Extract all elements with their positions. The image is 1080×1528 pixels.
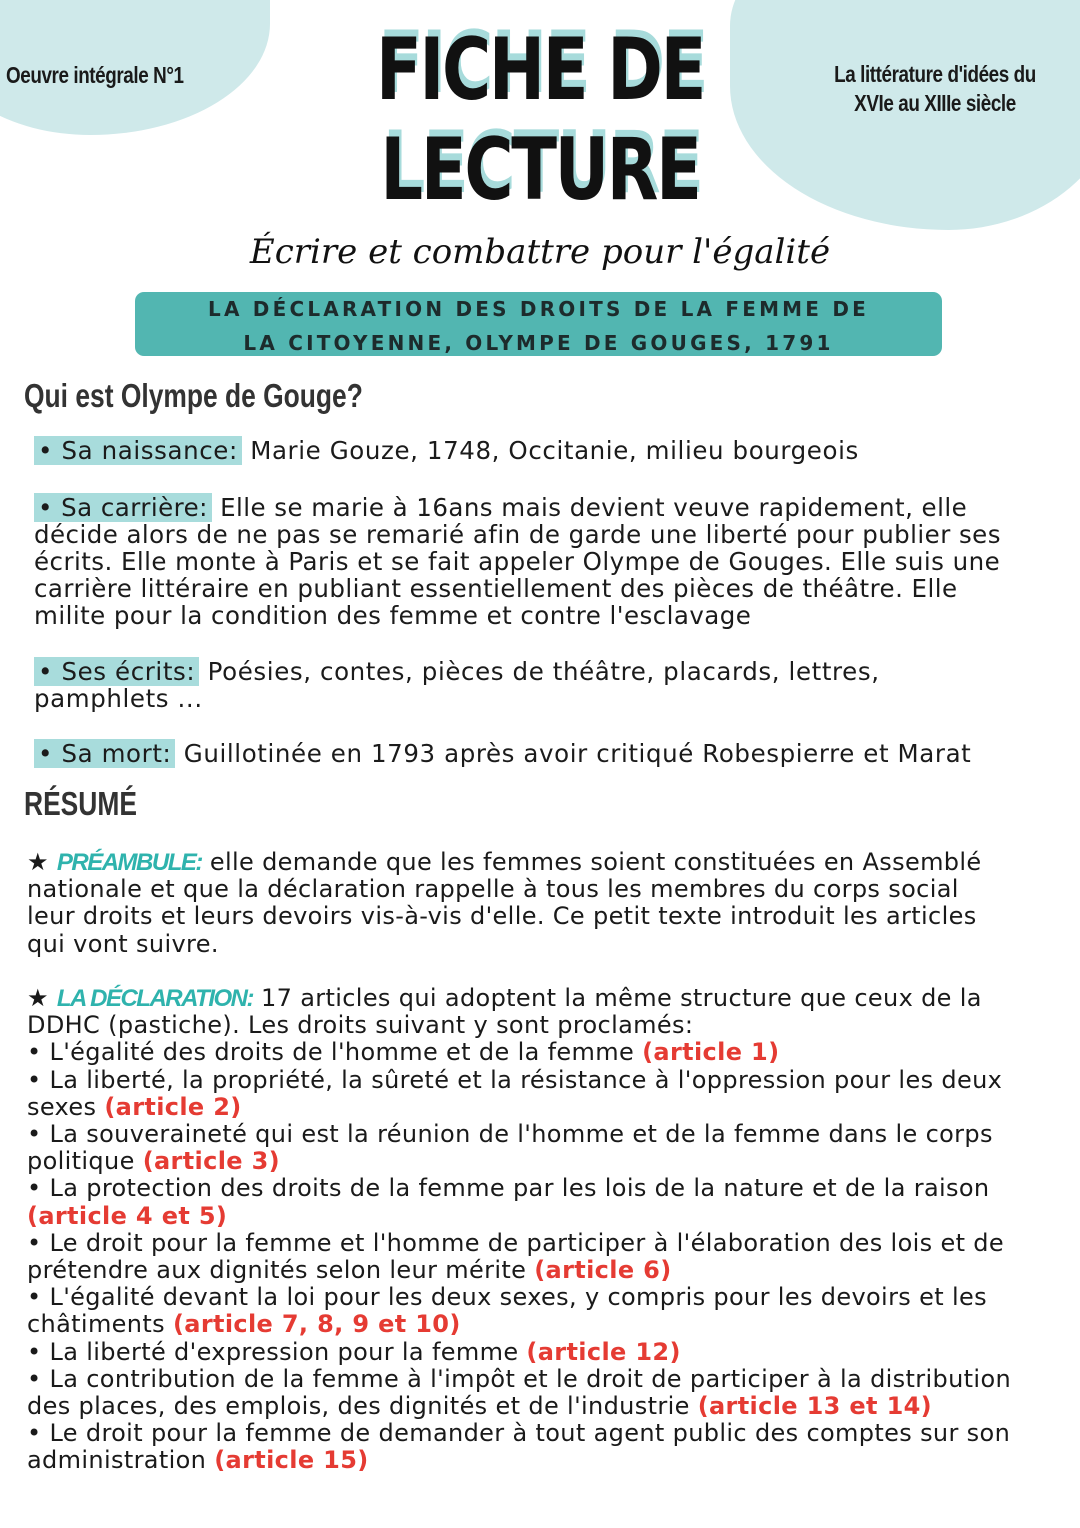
article-ref: (article 15): [214, 1446, 369, 1475]
bio-mort: [34, 740, 1054, 767]
article-text: • La souveraineté qui est la réunion de l'homme et de la femme dans le corps politique: [27, 1120, 993, 1176]
banner-line-2: LA CITOYENNE, OLYMPE DE GOUGES, 1791: [243, 331, 834, 355]
bio-heading: Qui est Olympe de Gouge?: [24, 377, 363, 414]
list-item: [27, 1339, 1047, 1366]
article-text: • L'égalité des droits de l'homme et de la femme: [27, 1038, 635, 1067]
title-line-1: FICHE DE: [375, 20, 705, 120]
oeuvre-label: Oeuvre intégrale N°1: [6, 62, 184, 88]
article-text: • La protection des droits de la femme par les lois de la nature et de la raison: [27, 1174, 990, 1203]
article-text: • La liberté d'expression pour la femme: [27, 1337, 519, 1366]
banner-line-1: LA DÉCLARATION DES DROITS DE LA FEMME DE: [208, 297, 869, 321]
mort-label: • Sa mort:: [34, 739, 175, 768]
preambule-label: PRÉAMBULE:: [56, 849, 202, 876]
article-ref: (article 12): [526, 1337, 681, 1366]
star-icon: ★: [27, 984, 49, 1012]
list-item: [27, 1175, 1047, 1229]
resume-heading: RÉSUMÉ: [24, 785, 137, 822]
article-ref: (article 7, 8, 9 et 10): [172, 1310, 461, 1339]
list-item: [27, 1067, 1047, 1121]
bio-carriere: [34, 494, 1024, 629]
article-text: • L'égalité devant la loi pour les deux sexes, y compris pour les devoirs et les châtiments: [27, 1283, 987, 1339]
ecrits-label: • Ses écrits:: [34, 657, 199, 686]
article-text: • La contribution de la femme à l'impôt et le droit de participer à la distribution des places, des emplois, des dignités et de l'industrie: [27, 1364, 1012, 1421]
declaration-intro: [27, 985, 1047, 1039]
ecrits-text: Poésies, contes, pièces de théâtre, placards, lettres, pamphlets ...: [34, 657, 880, 713]
article-ref: (article 2): [104, 1092, 242, 1121]
mort-text: Guillotinée en 1793 après avoir critiqué Robespierre et Marat: [183, 739, 972, 768]
list-item: [27, 1121, 1047, 1175]
list-item: [27, 1284, 1047, 1338]
article-ref: (article 1): [642, 1038, 780, 1067]
article-ref: (article 6): [534, 1256, 672, 1285]
preambule-text: elle demande que les femmes soient constituées en Assemblé nationale et que la déclaration rappelle à tous les membres du corps social leur droits et leurs devoirs vis-à-vis d'elle. Ce petit texte introduit les articles qui vont suivre.: [27, 848, 982, 958]
article-ref: (article 4 et 5): [27, 1201, 228, 1230]
article-ref: (article 3): [142, 1147, 280, 1176]
carriere-text: Elle se marie à 16ans mais devient veuve rapidement, elle décide alors de ne pas se remarié afin de garde une liberté pour publier ses écrits. Elle monte à Paris et se fait appeler Olympe de Gouges. Elle suis une carrière littéraire en publiant essentiellement des pièces de théâtre. Elle milite pour la condition des femme et contre l'esclavage: [34, 493, 1001, 630]
preambule-section: [27, 849, 1007, 958]
bio-ecrits: [34, 658, 934, 712]
declaration-label: LA DÉCLARATION:: [56, 985, 253, 1012]
theme-line-1: La littérature d'idées du: [834, 61, 1036, 87]
list-item: [27, 1420, 1047, 1474]
theme-label: [800, 60, 1071, 118]
star-icon: ★: [27, 848, 49, 876]
article-text: • La liberté, la propriété, la sûreté et la résistance à l'oppression pour les deux sexes: [27, 1065, 1003, 1121]
bio-naissance: [34, 437, 1044, 464]
article-text: • Le droit pour la femme de demander à tout agent public des comptes sur son administration: [27, 1419, 1011, 1475]
list-item: [27, 1366, 1047, 1420]
articles-list: [27, 1039, 1047, 1474]
naissance-label: • Sa naissance:: [34, 436, 242, 465]
article-text: • Le droit pour la femme et l'homme de participer à l'élaboration des lois et de prétendre aux dignités selon leur mérite: [27, 1228, 1005, 1285]
declaration-text: 17 articles qui adoptent la même structure que ceux de la DDHC (pastiche). Les droits suivant y sont proclamés:: [27, 984, 982, 1040]
subtitle: Écrire et combattre pour l'égalité: [249, 232, 831, 272]
list-item: [27, 1230, 1047, 1284]
carriere-label: • Sa carrière:: [34, 493, 212, 522]
list-item: [27, 1039, 1047, 1066]
naissance-text: Marie Gouze, 1748, Occitanie, milieu bourgeois: [250, 436, 859, 465]
article-ref: (article 13 et 14): [697, 1392, 932, 1421]
theme-line-2: XVIe au XIIIe siècle: [854, 90, 1016, 116]
declaration-section: [27, 985, 1047, 1475]
title-line-2: LECTURE: [380, 120, 700, 220]
page-title: [300, 20, 780, 220]
work-banner: [135, 292, 942, 356]
